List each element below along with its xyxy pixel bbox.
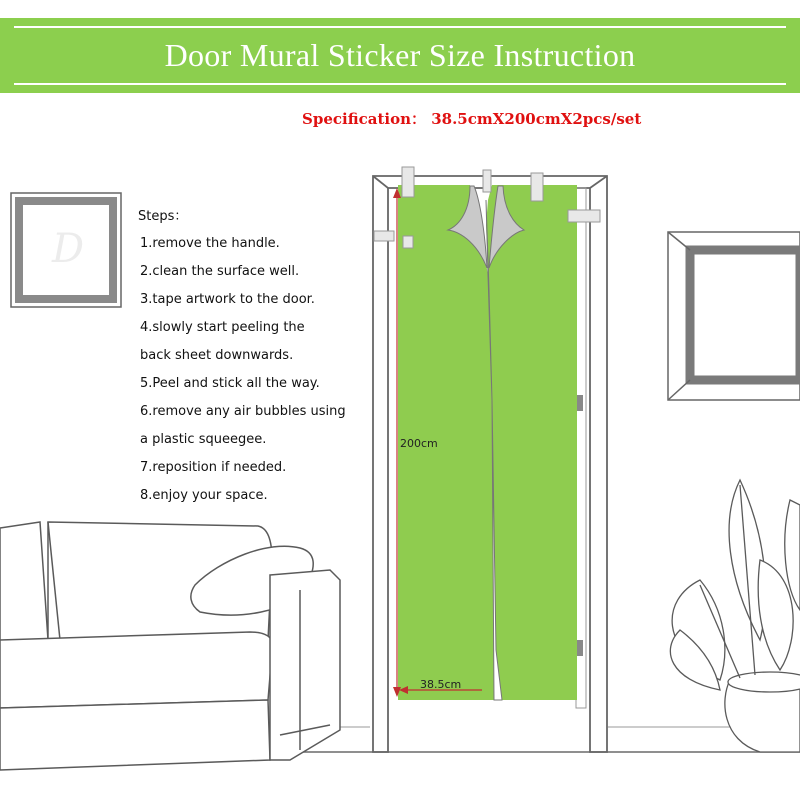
- wall-picture-right: [668, 232, 800, 400]
- step-item: a plastic squeegee.: [140, 432, 267, 447]
- banner-title: Door Mural Sticker Size Instruction: [164, 37, 636, 73]
- steps-heading: Steps：: [138, 209, 188, 224]
- step-item: back sheet downwards.: [140, 348, 294, 363]
- potted-plant: [670, 480, 800, 752]
- installation-steps: [140, 205, 370, 510]
- step-item: 4.slowly start peeling the: [140, 320, 305, 335]
- step-item: 6.remove any air bubbles using: [140, 404, 346, 419]
- step-item: 1.remove the handle.: [140, 236, 280, 251]
- svg-text:D: D: [52, 226, 85, 272]
- step-item: 3.tape artwork to the door.: [140, 292, 315, 307]
- step-item: 8.enjoy your space.: [140, 488, 268, 503]
- specification-label: Specification： 38.5cmX200cmX2pcs/set: [302, 110, 642, 128]
- height-dimension-label: 200cm: [400, 437, 438, 450]
- step-item: 7.reposition if needed.: [140, 460, 287, 475]
- sofa-illustration: [0, 522, 340, 770]
- wall-picture-left: [11, 193, 121, 307]
- width-dimension-label: 38.5cm: [420, 678, 462, 691]
- step-item: 5.Peel and stick all the way.: [140, 376, 320, 391]
- sticker-panel-right: [486, 185, 577, 700]
- step-item: 2.clean the surface well.: [140, 264, 300, 279]
